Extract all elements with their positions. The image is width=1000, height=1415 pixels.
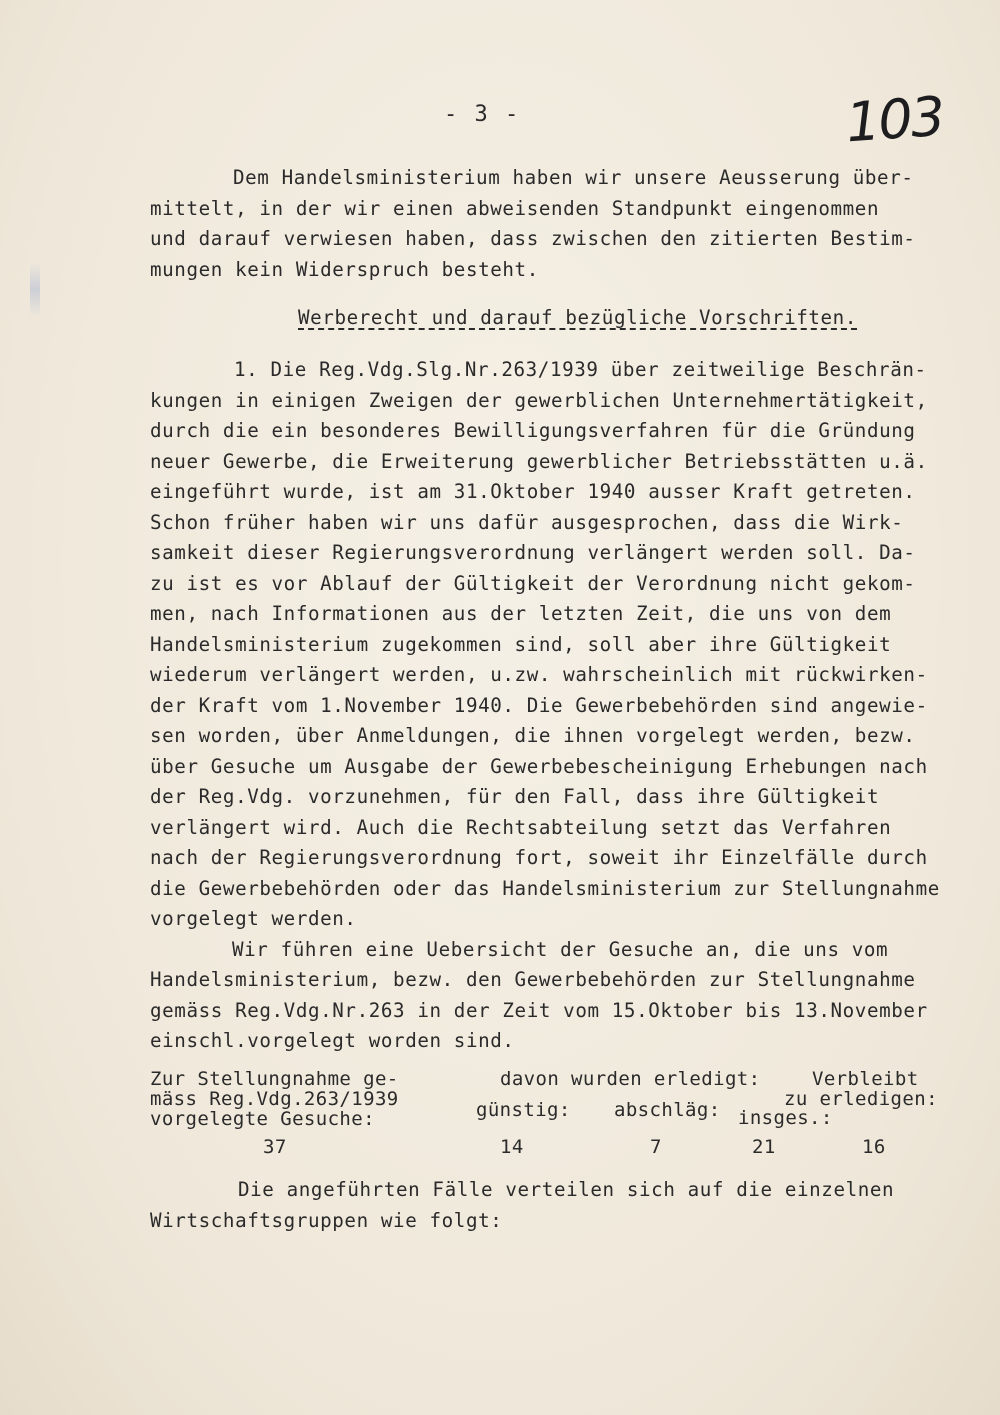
paragraph-1-line: sen worden, über Anmeldungen, die ihnen vorgelegt werden, bezw. xyxy=(150,724,916,747)
col5-header-line: zu erledigen: xyxy=(784,1088,938,1110)
paragraph-1-line: durch die ein besonderes Bewilligungsverfahren für die Gründung xyxy=(150,419,916,442)
paragraph-1-line: men, nach Informationen aus der letzten Zeit, die uns von dem xyxy=(150,602,892,625)
value-remaining: 16 xyxy=(862,1136,886,1158)
paragraph-1-line: zu ist es vor Ablauf der Gültigkeit der Verordnung nicht gekom- xyxy=(150,572,916,595)
value-total: 21 xyxy=(752,1136,776,1158)
paragraph-1-line: Schon früher haben wir uns dafür ausgesprochen, dass die Wirk- xyxy=(150,511,904,534)
paragraph-1-line: neuer Gewerbe, die Erweiterung gewerblicher Betriebsstätten u.ä. xyxy=(150,450,928,473)
closing-line: Die angeführten Fälle verteilen sich auf die einzelnen xyxy=(238,1178,895,1201)
group-header: davon wurden erledigt: xyxy=(500,1068,761,1090)
col3-header: abschläg: xyxy=(614,1099,721,1121)
col1-header-line: vorgelegte Gesuche: xyxy=(150,1108,375,1130)
paragraph-2-line: Wir führen eine Uebersicht der Gesuche an, die uns vom xyxy=(232,938,889,961)
paragraph-1-line: nach der Regierungsverordnung fort, soweit ihr Einzelfälle durch xyxy=(150,846,928,869)
handwritten-folio-number: 103 xyxy=(843,84,946,155)
col1-header-line: mäss Reg.Vdg.263/1939 xyxy=(150,1088,399,1110)
col4-header: insges.: xyxy=(738,1107,833,1129)
page-number: - 3 - xyxy=(444,102,521,127)
paragraph-1-line: verlängert wird. Auch die Rechtsabteilung setzt das Verfahren xyxy=(150,816,892,839)
intro-line: mungen kein Widerspruch besteht. xyxy=(150,258,539,281)
paragraph-1-line: samkeit dieser Regierungsverordnung verlängert werden soll. Da- xyxy=(150,541,916,564)
closing-line: Wirtschaftsgruppen wie folgt: xyxy=(150,1209,503,1232)
value-favorable: 14 xyxy=(500,1136,524,1158)
col1-header-line: Zur Stellungnahme ge- xyxy=(150,1068,399,1090)
intro-line: Dem Handelsministerium haben wir unsere Aeusserung über- xyxy=(233,166,914,189)
paragraph-1-line: eingeführt wurde, ist am 31.Oktober 1940 ausser Kraft getreten. xyxy=(150,480,916,503)
value-submitted: 37 xyxy=(263,1136,287,1158)
col5-header-line: Verbleibt xyxy=(812,1068,919,1090)
paragraph-2-line: einschl.vorgelegt worden sind. xyxy=(150,1029,515,1052)
col2-header: günstig: xyxy=(476,1099,571,1121)
paragraph-1-line: über Gesuche um Ausgabe der Gewerbebescheinigung Erhebungen nach xyxy=(150,755,928,778)
intro-line: und darauf verwiesen haben, dass zwischen den zitierten Bestim- xyxy=(150,227,916,250)
paragraph-2-line: gemäss Reg.Vdg.Nr.263 in der Zeit vom 15.Oktober bis 13.November xyxy=(150,999,928,1022)
paragraph-1-line: der Reg.Vdg. vorzunehmen, für den Fall, dass ihre Gültigkeit xyxy=(150,785,880,808)
paragraph-1-line: kungen in einigen Zweigen der gewerblichen Unternehmertätigkeit, xyxy=(150,389,928,412)
paragraph-1-line: wiederum verlängert werden, u.zw. wahrscheinlich mit rückwirken- xyxy=(150,663,928,686)
paragraph-1-line: vorgelegt werden. xyxy=(150,907,357,930)
paragraph-1-line: 1. Die Reg.Vdg.Slg.Nr.263/1939 über zeitweilige Beschrän- xyxy=(234,358,927,381)
paragraph-2-line: Handelsministerium, bezw. den Gewerbebehörden zur Stellungnahme xyxy=(150,968,916,991)
intro-line: mittelt, in der wir einen abweisenden Standpunkt eingenommen xyxy=(150,197,880,220)
paragraph-1-line: der Kraft vom 1.November 1940. Die Gewerbebehörden sind angewie- xyxy=(150,694,928,717)
paragraph-1-line: Handelsministerium zugekommen sind, soll aber ihre Gültigkeit xyxy=(150,633,892,656)
section-heading: Werberecht und darauf bezügliche Vorschriften. xyxy=(298,306,857,329)
paper-edge-mark xyxy=(30,262,40,317)
value-rejected: 7 xyxy=(650,1136,662,1158)
paragraph-1-line: die Gewerbebehörden oder das Handelsministerium zur Stellungnahme xyxy=(150,877,940,900)
